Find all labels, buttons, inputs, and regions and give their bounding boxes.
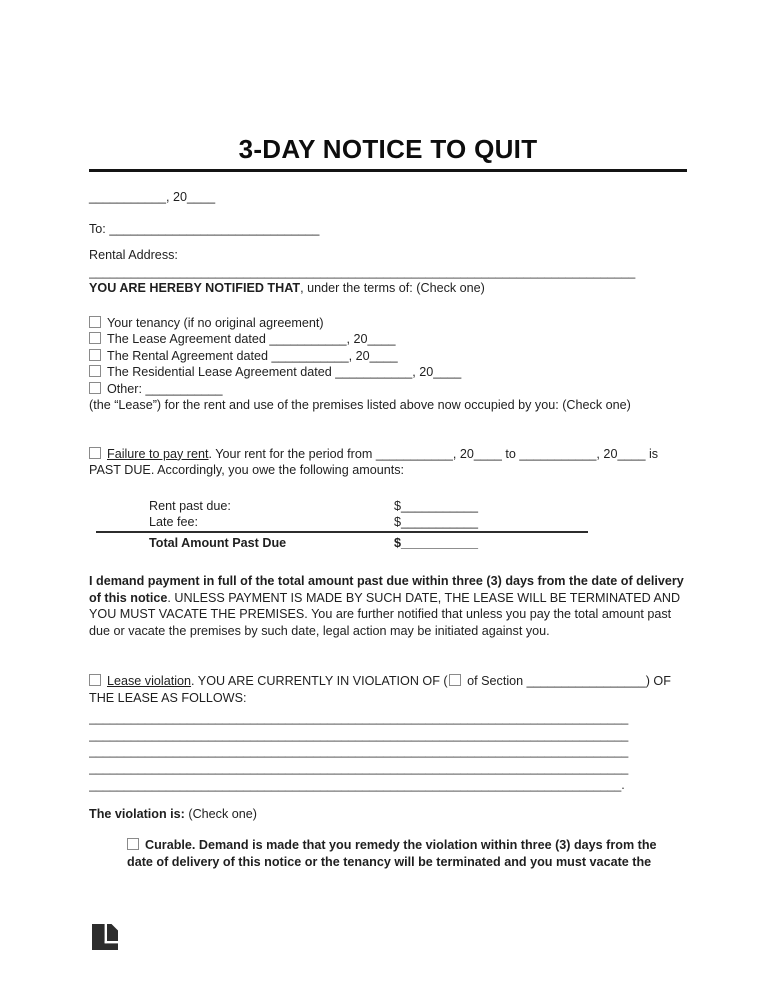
agreement-option-other <box>89 381 687 398</box>
checkbox-icon[interactable] <box>89 349 101 361</box>
agreement-options-list <box>89 315 687 398</box>
agreement-option-label: The Residential Lease Agreement dated ___________, 20____ <box>107 365 462 379</box>
notified-statement <box>89 280 687 297</box>
lease-intro-text: (the “Lease”) for the rent and use of the premises listed above now occupied by you: (Check one) <box>89 398 631 412</box>
date-line: ___________, 20____ <box>89 190 216 204</box>
page-title: 3-DAY NOTICE TO QUIT <box>238 134 538 164</box>
amount-row-total <box>89 533 687 552</box>
failure-clause-title: Failure to pay rent <box>107 446 209 461</box>
failure-to-pay-rent-clause <box>89 446 687 479</box>
checkbox-icon[interactable] <box>89 674 101 686</box>
agreement-option-label: Other: ___________ <box>107 381 223 396</box>
checkbox-icon[interactable] <box>89 316 101 328</box>
amount-row-late-fee <box>89 514 687 531</box>
checkbox-icon[interactable] <box>127 838 139 850</box>
violation-section-text: of Section _________________ <box>463 674 646 688</box>
violation-write-line[interactable]: _____________________________________________________________________________ <box>89 744 629 759</box>
curable-clause-text: Curable. Demand is made that you remedy the violation within three (3) days from the date of delivery of this notice or the tenancy will be terminated and you must vacate the <box>127 838 657 869</box>
agreement-option-rental <box>89 348 687 365</box>
checkbox-icon[interactable] <box>89 365 101 377</box>
violation-write-line[interactable]: _____________________________________________________________________________ <box>89 727 629 742</box>
demand-rest-text: . UNLESS PAYMENT IS MADE BY SUCH DATE, THE LEASE WILL BE TERMINATED AND YOU MUST VACATE THE PREMISES. You are further notified that unless you pay the total amount past due or vacate the premises by such date, legal action may be initiated against you. <box>89 590 681 638</box>
notified-bold-text: YOU ARE HEREBY NOTIFIED THAT <box>89 281 301 295</box>
agreement-option-lease <box>89 331 687 348</box>
checkbox-icon[interactable] <box>89 447 101 459</box>
to-blank-field[interactable]: ______________________________ <box>109 221 320 236</box>
failure-clause-text: . Your rent for the period from ___________, 20____ to ___________, 20____ is PAST DUE. Accordingly, you owe the following amounts: <box>89 446 659 477</box>
total-label: Total Amount Past Due <box>149 535 287 550</box>
legal-templates-logo <box>92 924 118 950</box>
agreement-option-label: The Rental Agreement dated ___________, 20____ <box>107 348 398 363</box>
total-value-field[interactable]: $___________ <box>394 535 479 550</box>
amount-label: Rent past due: <box>149 498 231 513</box>
curable-clause <box>127 837 661 870</box>
demand-bold-text: I demand payment in full of the total amount past due within three (3) days from the date of delivery of this notice <box>89 574 684 605</box>
to-line <box>89 221 687 238</box>
checkbox-icon[interactable] <box>89 332 101 344</box>
amount-value-field[interactable]: $___________ <box>394 498 479 513</box>
document-content <box>89 0 687 870</box>
lease-violation-clause <box>89 673 687 706</box>
rental-address-label: Rental Address: <box>89 248 178 262</box>
violation-write-line[interactable]: _____________________________________________________________________________ <box>89 761 629 776</box>
violation-type-label <box>89 806 687 823</box>
section-checkbox-icon[interactable] <box>449 674 461 686</box>
amount-value-field[interactable]: $___________ <box>394 515 479 529</box>
checkbox-icon[interactable] <box>89 382 101 394</box>
rental-address-blank-field[interactable]: ______________________________________________________________________________ <box>89 264 636 279</box>
amounts-table <box>89 498 687 552</box>
notified-rest-text: , under the terms of: (Check one) <box>300 281 485 295</box>
agreement-option-residential <box>89 364 687 381</box>
agreement-option-label: Your tenancy (if no original agreement) <box>107 315 324 330</box>
violation-write-lines <box>89 710 687 794</box>
violation-text-after: ) OF THE LEASE AS FOLLOWS: <box>89 674 671 705</box>
violation-text-before: . YOU ARE CURRENTLY IN VIOLATION OF ( <box>191 674 448 688</box>
violation-is-rest-text: (Check one) <box>184 806 257 821</box>
amount-row-rent <box>89 498 687 515</box>
violation-clause-title: Lease violation <box>107 674 192 688</box>
title-rule <box>89 169 687 172</box>
violation-is-bold-text: The violation is: <box>89 806 185 821</box>
violation-write-line[interactable]: ____________________________________________________________________________. <box>89 777 625 792</box>
demand-paragraph <box>89 573 687 639</box>
violation-write-line[interactable]: _____________________________________________________________________________ <box>89 711 629 725</box>
agreement-option-tenancy <box>89 315 687 332</box>
amount-label: Late fee: <box>149 515 199 529</box>
agreement-option-label: The Lease Agreement dated ___________, 20____ <box>107 332 396 346</box>
to-label: To: <box>89 221 110 236</box>
